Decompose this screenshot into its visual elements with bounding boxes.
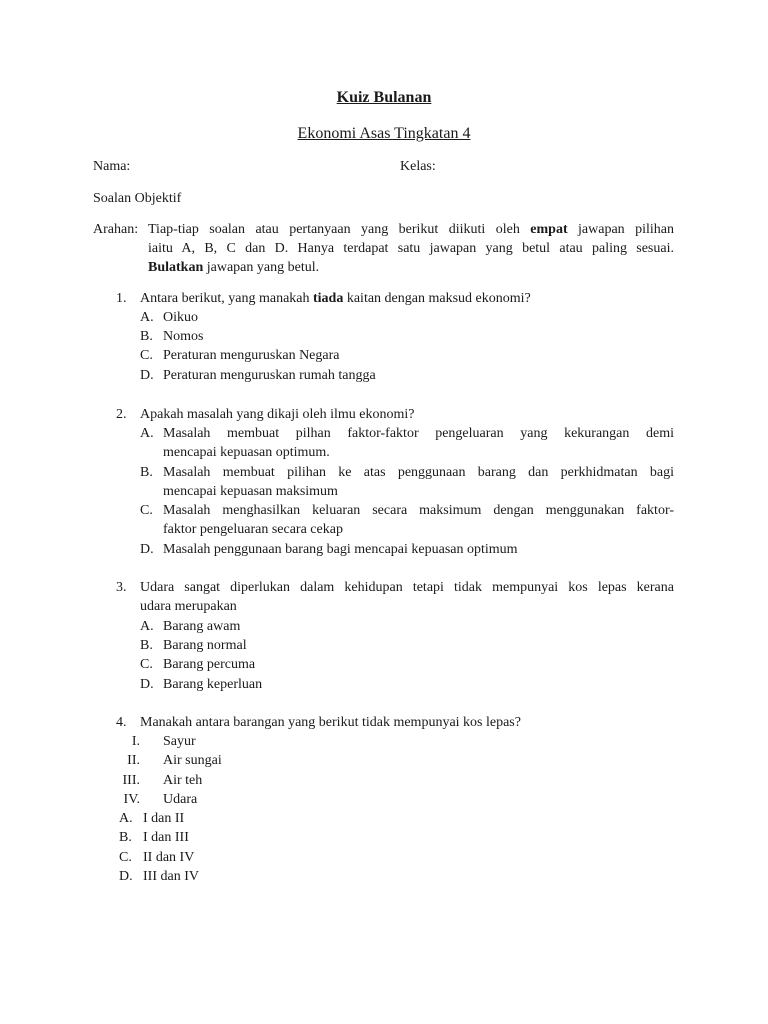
option-text: Nomos (163, 329, 204, 344)
roman-numeral: I. (131, 734, 140, 749)
option-text: Barang keperluan (163, 677, 263, 692)
option-letter: A. (140, 310, 154, 325)
quiz-title: Kuiz Bulanan (336, 89, 432, 106)
option-letter: D. (140, 542, 154, 557)
question-number: 3. (116, 580, 127, 595)
option-text: I dan III (143, 830, 189, 845)
option-letter: C. (140, 657, 153, 672)
question-text: Udara sangat diperlukan dalam kehidupan tetapi tidak mempunyai kos lepas kerana (140, 580, 674, 595)
option-letter: C. (140, 503, 153, 518)
instructions-label: Arahan: (93, 222, 139, 237)
class-label: Kelas: (400, 159, 436, 174)
instructions-line-1 (148, 220, 674, 239)
quiz-subtitle: Ekonomi Asas Tingkatan 4 (297, 125, 471, 142)
roman-numeral: III. (122, 773, 140, 788)
option-letter: A. (119, 811, 133, 826)
option-text: mencapai kepuasan maksimum (163, 484, 338, 499)
instructions-line-2: iaitu A, B, C dan D. Hanya terdapat satu jawapan yang betul atau paling sesuai. (148, 241, 674, 256)
question-number: 2. (116, 407, 127, 422)
option-text: Masalah membuat pilihan ke atas penggunaan barang dan perkhidmatan bagi (163, 465, 674, 480)
option-letter: B. (140, 329, 153, 344)
roman-numeral: IV. (123, 792, 140, 807)
question-text-part: Antara berikut, yang manakah (140, 291, 313, 306)
option-text: Peraturan menguruskan Negara (163, 348, 340, 363)
option-text: Masalah menghasilkan keluaran secara maksimum dengan menggunakan faktor- (163, 503, 674, 518)
item-text: Sayur (163, 734, 196, 749)
option-text: faktor pengeluaran secara cekap (163, 522, 343, 537)
option-text: Barang percuma (163, 657, 256, 672)
option-text: Oikuo (163, 310, 198, 325)
question-number: 4. (116, 715, 127, 730)
instructions-emphasis: empat (530, 222, 568, 237)
question-text: Manakah antara barangan yang berikut tidak mempunyai kos lepas? (140, 715, 521, 730)
item-text: Air teh (163, 773, 203, 788)
option-letter: D. (119, 869, 133, 884)
instructions-text: Tiap-tiap soalan atau pertanyaan yang berikut diikuti oleh (148, 222, 531, 237)
question-emphasis: tiada (313, 291, 344, 306)
question-text: Apakah masalah yang dikaji oleh ilmu ekonomi? (140, 407, 415, 422)
name-label: Nama: (93, 159, 131, 174)
option-text: II dan IV (143, 850, 195, 865)
instructions-line-3 (148, 258, 319, 277)
item-text: Udara (163, 792, 198, 807)
option-text: mencapai kepuasan optimum. (163, 445, 330, 460)
option-letter: C. (140, 348, 153, 363)
option-text: Barang normal (163, 638, 247, 653)
option-text: III dan IV (143, 869, 199, 884)
instructions-emphasis: Bulatkan (148, 260, 204, 275)
question-number: 1. (116, 291, 127, 306)
question-text (140, 289, 531, 308)
item-text: Air sungai (163, 753, 222, 768)
roman-numeral: II. (127, 753, 140, 768)
option-text: Peraturan menguruskan rumah tangga (163, 368, 376, 383)
option-letter: B. (140, 638, 153, 653)
question-text-part: kaitan dengan maksud ekonomi? (343, 291, 531, 306)
option-letter: C. (119, 850, 132, 865)
option-text: Masalah membuat pilhan faktor-faktor pengeluaran yang kekurangan demi (163, 426, 674, 441)
option-letter: B. (140, 465, 153, 480)
section-heading: Soalan Objektif (93, 191, 182, 206)
option-letter: B. (119, 830, 132, 845)
option-letter: D. (140, 368, 154, 383)
option-text: Masalah penggunaan barang bagi mencapai kepuasan optimum (163, 542, 518, 557)
option-letter: D. (140, 677, 154, 692)
option-letter: A. (140, 426, 154, 441)
option-text: I dan II (143, 811, 185, 826)
option-text: Barang awam (163, 619, 241, 634)
option-letter: A. (140, 619, 154, 634)
instructions-text: jawapan pilihan (567, 222, 674, 237)
instructions-text: jawapan yang betul. (203, 260, 320, 275)
question-text: udara merupakan (140, 599, 237, 614)
